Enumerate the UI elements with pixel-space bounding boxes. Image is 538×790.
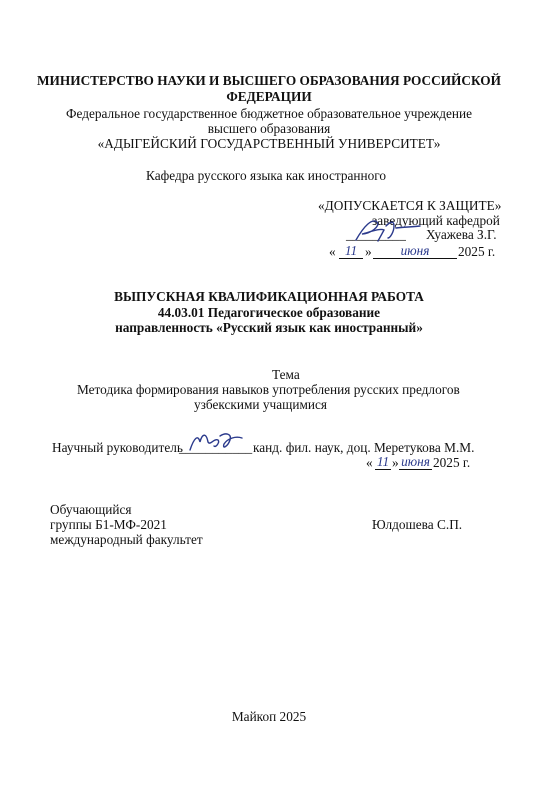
approval-date-month: июня [373, 244, 457, 259]
supervisor-signature-line: ___________ [179, 440, 253, 455]
student-label: Обучающийся [50, 502, 132, 517]
institution-line-1: Федеральное государственное бюджетное образовательное учреждение [65, 106, 472, 121]
approval-role: заведующий кафедрой [372, 213, 500, 228]
department-name: Кафедра русского языка как иностранного [146, 168, 387, 183]
university-name: «АДЫГЕЙСКИЙ ГОСУДАРСТВЕННЫЙ УНИВЕРСИТЕТ» [97, 136, 441, 151]
student-faculty: международный факультет [50, 532, 203, 547]
head-signature [350, 214, 422, 244]
approval-signature-line: _________ [346, 227, 406, 242]
approval-date-day: 11 [339, 244, 363, 259]
supervisor-date-year: 2025 г. [433, 455, 471, 470]
ministry-line-1: МИНИСТЕРСТВО НАУКИ И ВЫСШЕГО ОБРАЗОВАНИЯ РОССИЙСКОЙ [37, 73, 501, 88]
topic-label: Тема [272, 367, 300, 382]
supervisor-date-day: 11 [376, 454, 390, 469]
supervisor-date-open: « [366, 455, 373, 470]
supervisor-date-month: июня [399, 455, 432, 470]
supervisor-label: Научный руководитель [52, 440, 183, 455]
approval-date-open: « [329, 244, 336, 259]
approval-date-year: 2025 г. [458, 244, 496, 259]
work-profile: направленность «Русский язык как иностранный» [115, 320, 423, 335]
topic-line-2: узбекскими учащимися [194, 397, 327, 412]
student-group: группы Б1-МФ-2021 [50, 517, 167, 532]
approval-date-close: » [365, 244, 372, 259]
supervisor-signature [186, 428, 246, 454]
topic-line-1: Методика формирования навыков употребления русских предлогов [77, 382, 460, 397]
supervisor-date-close: » [392, 455, 399, 470]
ministry-line-2: ФЕДЕРАЦИИ [226, 89, 312, 104]
institution-line-2: высшего образования [207, 121, 331, 136]
head-name: Хуажева З.Г. [426, 227, 497, 242]
student-name: Юлдошева С.П. [372, 517, 463, 532]
work-code: 44.03.01 Педагогическое образование [157, 305, 381, 320]
city-year: Майкоп 2025 [231, 709, 307, 724]
supervisor-details: канд. фил. наук, доц. Меретукова М.М. [253, 440, 475, 455]
approval-title: «ДОПУСКАЕТСЯ К ЗАЩИТЕ» [318, 198, 502, 213]
work-type: ВЫПУСКНАЯ КВАЛИФИКАЦИОННАЯ РАБОТА [114, 289, 424, 304]
